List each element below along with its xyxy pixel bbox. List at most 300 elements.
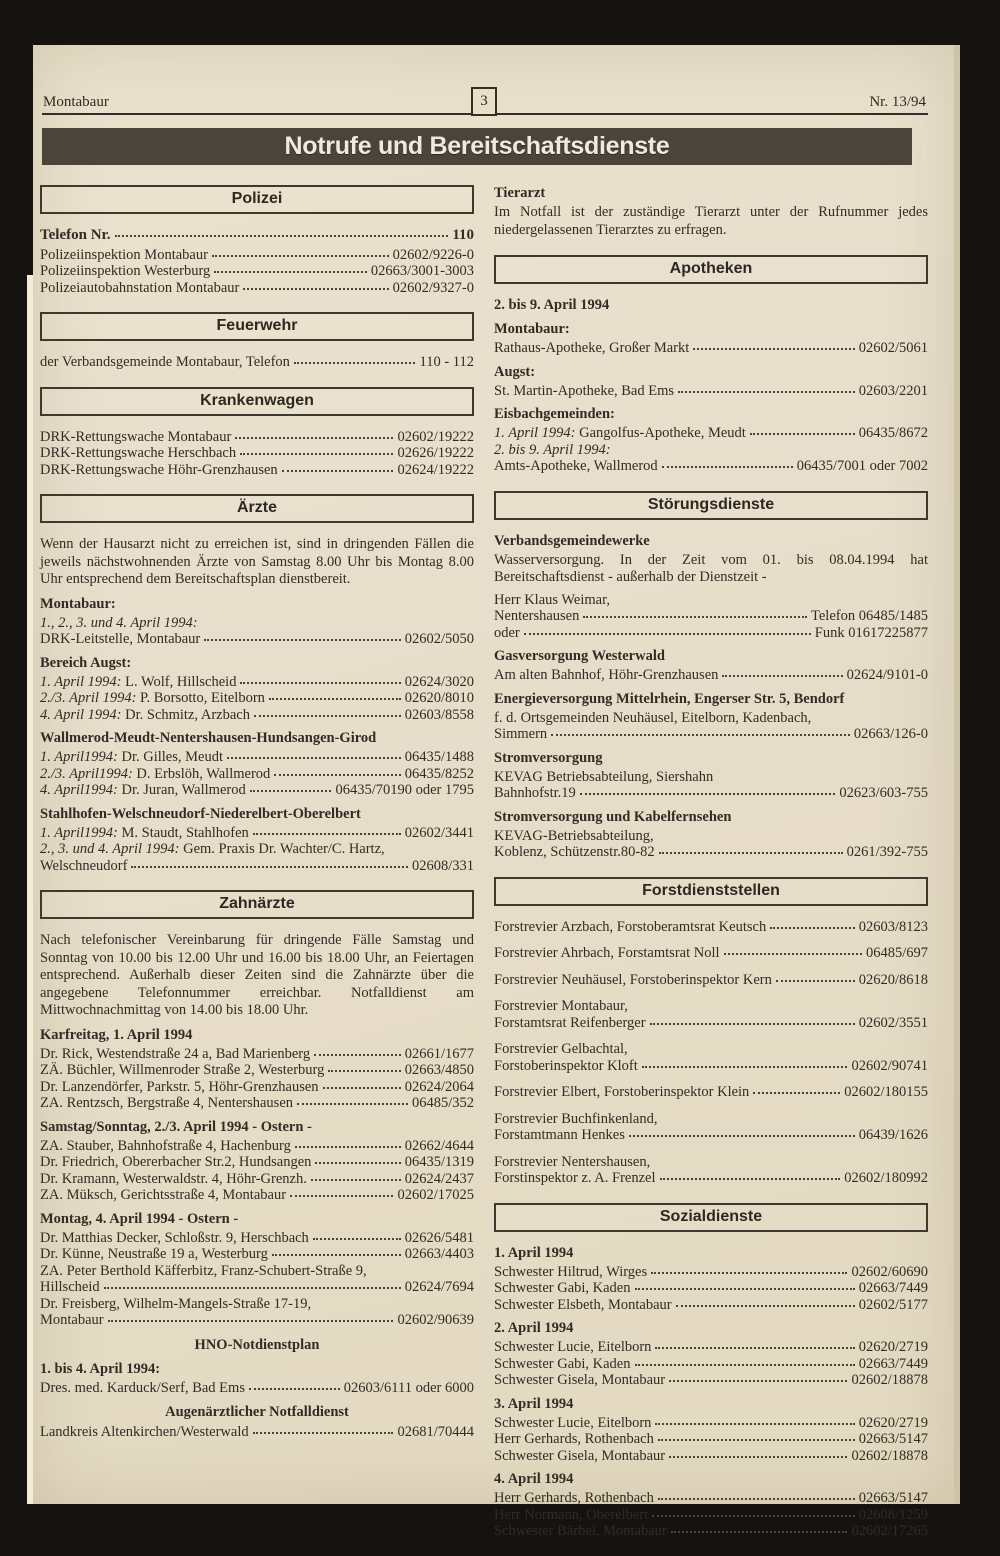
dotted-leader <box>249 1388 340 1390</box>
body-paragraph: Wasserversorgung. In der Zeit vom 01. bis 08.04.1994 hat Bereitschaftsdienst - außerhalb der Dienstzeit - <box>494 551 928 585</box>
dotted-leader <box>655 1347 854 1349</box>
entry-phone: 02602/17025 <box>397 1187 474 1203</box>
dotted-leader <box>314 1054 401 1056</box>
entry-phone: 02620/2719 <box>858 1414 928 1431</box>
entry-phone: 06435/1319 <box>404 1154 474 1170</box>
entry-label: Schwester Gabi, Kaden <box>494 1280 631 1296</box>
directory-entry <box>494 785 928 802</box>
dotted-leader <box>212 255 389 257</box>
directory-entry <box>40 1138 474 1155</box>
entry-phone: Telefon 06485/1485 <box>811 608 928 624</box>
date-prefix: 1. April1994: <box>40 824 118 841</box>
directory-entry <box>494 1507 928 1524</box>
body-line: 2., 3. und 4. April 1994: Gem. Praxis Dr. Wachter/C. Hartz, <box>40 841 385 857</box>
directory-entry <box>40 1424 474 1441</box>
directory-entry <box>494 1372 928 1389</box>
section-heading-polizei: Polizei <box>40 185 474 214</box>
entry-phone: 02662/4644 <box>404 1137 474 1154</box>
page-title: Notrufe und Bereitschaftsdienste <box>284 132 670 160</box>
entry-label: DRK-Rettungswache Herschbach <box>40 445 237 461</box>
subheading: Montabaur: <box>494 321 570 337</box>
directory-entry <box>494 625 928 642</box>
entry-phone: 110 <box>452 227 474 243</box>
entry-label: DRK-Rettungswache Höhr-Grenzhausen <box>40 461 278 478</box>
entry-phone: 02602/9226-0 <box>392 246 474 263</box>
entry-phone: 06435/8672 <box>858 425 928 441</box>
directory-entry <box>40 631 474 648</box>
directory-entry <box>494 972 928 989</box>
entry-label: 4. April1994: Dr. Juran, Wallmerod <box>40 782 246 798</box>
entry-label: ZA. Stauber, Bahnhofstraße 4, Hachenburg <box>40 1137 291 1154</box>
directory-entry <box>494 1015 928 1032</box>
body-paragraph: Wenn der Hausarzt nicht zu erreichen ist, sind in dringenden Fällen die jeweils nächstwohnenden Ärzte von Samstag 8.00 Uhr bis Montag 8.00 Uhr entsprechend dem Bereitschaftsplan dienstbereit. <box>40 536 474 587</box>
entry-label: Polizeiinspektion Westerburg <box>40 263 211 279</box>
entry-phone: 02620/2719 <box>858 1339 928 1355</box>
directory-entry <box>40 1312 474 1329</box>
date-prefix: 1., 2., 3. und 4. April 1994: <box>40 614 198 631</box>
entry-phone: 02663/5147 <box>858 1431 928 1447</box>
directory-entry <box>494 667 928 684</box>
entry-label: Amts-Apotheke, Wallmerod <box>494 458 658 474</box>
entry-label: DRK-Rettungswache Montabaur <box>40 428 232 445</box>
dotted-leader <box>235 437 393 439</box>
entry-phone: 02602/180155 <box>844 1084 928 1100</box>
entry-phone: 02602/18878 <box>851 1372 928 1388</box>
subheading: Samstag/Sonntag, 2./3. April 1994 - Ostern - <box>40 1118 312 1135</box>
section-polizei <box>40 185 474 296</box>
entry-phone: 02624/2064 <box>404 1078 474 1095</box>
dotted-leader <box>658 1498 855 1500</box>
centered-subheading: HNO-Notdienstplan <box>194 1336 320 1353</box>
subheading: Stromversorgung <box>494 749 603 766</box>
directory-entry <box>40 690 474 707</box>
dotted-leader <box>658 1439 855 1441</box>
dotted-leader <box>671 1531 848 1533</box>
dotted-leader <box>104 1287 401 1289</box>
subheading: 1. bis 4. April 1994: <box>40 1360 161 1377</box>
entry-phone: 0261/392-755 <box>846 844 928 860</box>
directory-entry <box>494 1415 928 1432</box>
directory-entry <box>40 462 474 479</box>
directory-entry <box>40 1079 474 1096</box>
body-line: Forstrevier Nentershausen, <box>494 1153 651 1170</box>
section-sozialdienste <box>494 1203 928 1540</box>
dotted-leader <box>243 288 388 290</box>
date-prefix: 1. April 1994: <box>494 425 576 441</box>
entry-label: Forstrevier Arzbach, Forstoberamtsrat Keutsch <box>494 918 767 935</box>
dotted-leader <box>635 1364 855 1366</box>
entry-phone: 02624/2437 <box>404 1170 474 1187</box>
entry-label: 1. April 1994: Gangolfus-Apotheke, Meudt <box>494 425 746 441</box>
entry-phone: 02602/90639 <box>397 1312 474 1328</box>
subheading: 3. April 1994 <box>494 1395 574 1412</box>
dotted-leader <box>551 734 850 736</box>
entry-label: 1. April 1994: L. Wolf, Hillscheid <box>40 673 237 690</box>
subheading: Stromversorgung und Kabelfernsehen <box>494 808 732 825</box>
subheading: Energieversorgung Mittelrhein, Engerser Str. 5, Bendorf <box>494 690 845 707</box>
entry-label: Koblenz, Schützenstr.80-82 <box>494 844 655 860</box>
directory-entry <box>40 749 474 766</box>
dotted-leader <box>227 757 401 759</box>
dotted-leader <box>642 1066 848 1068</box>
date-prefix: 4. April 1994: <box>40 706 122 723</box>
directory-entry <box>40 227 474 244</box>
entry-label: oder <box>494 624 520 641</box>
entry-label: Polizeiinspektion Montabaur <box>40 246 208 263</box>
section-heading-krankenwagen: Krankenwagen <box>40 387 474 416</box>
directory-entry <box>494 1170 928 1187</box>
directory-entry <box>40 1380 474 1397</box>
section-tierarzt <box>494 185 928 239</box>
entry-label: Schwester Bärbel, Montabaur <box>494 1523 667 1539</box>
dotted-leader <box>655 1423 854 1425</box>
entry-phone: 02603/8558 <box>404 706 474 723</box>
body-line: ZA. Peter Berthold Käfferbitz, Franz-Schubert-Straße 9, <box>40 1262 367 1279</box>
dotted-leader <box>724 953 862 955</box>
entry-label: ZA. Müksch, Gerichtsstraße 4, Montabaur <box>40 1187 287 1203</box>
dotted-leader <box>214 271 367 273</box>
entry-phone: 06435/70190 oder 1795 <box>335 782 474 798</box>
dotted-leader <box>753 1092 840 1094</box>
subheading: Stahlhofen-Welschneudorf-Niederelbert-Oberelbert <box>40 805 361 822</box>
section-forstdienststellen <box>494 877 928 1187</box>
page-title-banner <box>42 128 912 165</box>
section-heading-feuerwehr: Feuerwehr <box>40 312 474 341</box>
entry-phone: 02620/8618 <box>858 971 928 988</box>
entry-phone: 02602/90741 <box>851 1057 928 1074</box>
entry-phone: 02624/3020 <box>404 673 474 690</box>
directory-entry <box>494 1339 928 1356</box>
dotted-leader <box>253 1432 394 1434</box>
entry-phone: 02608/1259 <box>858 1506 928 1523</box>
entry-label: Schwester Gabi, Kaden <box>494 1355 631 1372</box>
directory-entry <box>494 1431 928 1448</box>
dotted-leader <box>115 235 449 237</box>
dotted-leader <box>650 1023 855 1025</box>
dotted-leader <box>676 1305 855 1307</box>
dotted-leader <box>269 698 401 700</box>
entry-label: Dr. Kramann, Westerwaldstr. 4, Höhr-Grenzh. <box>40 1170 307 1187</box>
entry-label: Simmern <box>494 726 548 742</box>
directory-entry <box>40 445 474 462</box>
directory-entry <box>494 1084 928 1101</box>
centered-subheading: Augenärztlicher Notfalldienst <box>165 1404 349 1420</box>
directory-entry <box>40 825 474 842</box>
date-prefix: 1. April1994: <box>40 749 118 765</box>
entry-phone: 02602/5061 <box>858 340 928 356</box>
dotted-leader <box>669 1380 847 1382</box>
dotted-leader <box>651 1272 847 1274</box>
dotted-leader <box>315 1162 400 1164</box>
entry-label: Forstrevier Ahrbach, Forstamtsrat Noll <box>494 945 720 961</box>
directory-entry <box>494 1448 928 1465</box>
entry-phone: 02623/603-755 <box>839 785 928 801</box>
entry-phone: 02626/5481 <box>404 1229 474 1246</box>
subheading: Verbandsgemeindewerke <box>494 532 650 549</box>
entry-label: Forstoberinspektor Kloft <box>494 1057 638 1074</box>
entry-label: Herr Gerhards, Rothenbach <box>494 1431 654 1447</box>
entry-label: St. Martin-Apotheke, Bad Ems <box>494 382 675 399</box>
entry-label: ZÄ. Büchler, Willmenroder Straße 2, Westerburg <box>40 1062 325 1078</box>
entry-phone: 02602/3441 <box>404 824 474 841</box>
entry-phone: 02626/19222 <box>397 445 474 461</box>
entry-label: Herr Gerhards, Rothenbach <box>494 1490 654 1506</box>
section-zahnaerzte <box>40 890 474 1441</box>
directory-entry <box>40 429 474 446</box>
directory-entry <box>494 1490 928 1507</box>
dotted-leader <box>669 1456 847 1458</box>
body-line: Forstrevier Buchfinkenland, <box>494 1110 658 1127</box>
entry-phone: 02603/2201 <box>858 382 928 399</box>
body-line: Herr Klaus Weimar, <box>494 591 610 608</box>
entry-phone: 02602/19222 <box>397 428 474 445</box>
section-heading-forstdienststellen: Forstdienststellen <box>494 877 928 906</box>
dotted-leader <box>635 1288 855 1290</box>
header-place: Montabaur <box>43 94 109 110</box>
entry-phone: 02603/6111 oder 6000 <box>343 1379 474 1396</box>
entry-phone: 02661/1677 <box>404 1045 474 1062</box>
directory-entry <box>40 1279 474 1296</box>
body-line <box>494 442 928 459</box>
entry-phone: 02681/70444 <box>397 1424 474 1440</box>
directory-entry <box>40 1171 474 1188</box>
entry-phone: 02602/3551 <box>858 1014 928 1031</box>
entry-phone: 02602/60690 <box>851 1263 928 1280</box>
dotted-leader <box>274 774 400 776</box>
entry-phone: 02663/7449 <box>858 1355 928 1372</box>
entry-label: Schwester Lucie, Eitelborn <box>494 1339 652 1355</box>
entry-label: 2./3. April 1994: P. Borsotto, Eitelborn <box>40 690 265 706</box>
entry-phone: 02620/8010 <box>404 690 474 706</box>
entry-label: 2./3. April1994: D. Erbslöh, Wallmerod <box>40 765 271 782</box>
entry-label: Dr. Künne, Neustraße 19 a, Westerburg <box>40 1246 268 1262</box>
entry-label: Montabaur <box>40 1312 104 1328</box>
directory-entry <box>494 1280 928 1297</box>
entry-label: Rathaus-Apotheke, Großer Markt <box>494 340 690 356</box>
subheading: Montag, 4. April 1994 - Ostern - <box>40 1210 239 1227</box>
body-line: f. d. Ortsgemeinden Neuhäusel, Eitelborn, Kadenbach, <box>494 709 812 726</box>
body-line: Forstrevier Montabaur, <box>494 998 628 1014</box>
entry-label: Polizeiautobahnstation Montabaur <box>40 279 240 296</box>
entry-label: 1. April1994: Dr. Gilles, Meudt <box>40 749 223 765</box>
date-prefix: 2./3. April 1994: <box>40 690 137 706</box>
directory-entry <box>40 1095 474 1112</box>
date-prefix: 4. April1994: <box>40 782 118 798</box>
section-aerzte <box>40 494 474 874</box>
left-column <box>40 185 474 1556</box>
entry-label: Schwester Lucie, Eitelborn <box>494 1414 652 1431</box>
entry-phone: 02663/4850 <box>404 1062 474 1078</box>
dotted-leader <box>240 682 400 684</box>
page-number-box: 3 <box>471 87 497 116</box>
directory-entry <box>40 1230 474 1247</box>
entry-label: Forstrevier Neuhäusel, Forstoberinspektor Kern <box>494 971 772 988</box>
body-line: KEVAG-Betriebsabteilung, <box>494 827 654 844</box>
entry-phone: 02624/7694 <box>404 1279 474 1295</box>
dotted-leader <box>678 391 855 393</box>
directory-entry <box>40 707 474 724</box>
entry-phone: 02663/4403 <box>404 1246 474 1262</box>
entry-label: Dres. med. Karduck/Serf, Bad Ems <box>40 1379 245 1396</box>
directory-entry <box>40 247 474 264</box>
dotted-leader <box>524 633 811 635</box>
entry-label: Am alten Bahnhof, Höhr-Grenzhausen <box>494 667 719 683</box>
dotted-leader <box>240 453 393 455</box>
entry-phone: 110 - 112 <box>419 354 474 370</box>
page-paper <box>33 45 954 1539</box>
subheading: Gasversorgung Westerwald <box>494 648 665 664</box>
entry-phone: 02602/180992 <box>844 1170 928 1186</box>
entry-label: Dr. Matthias Decker, Schloßstr. 9, Herschbach <box>40 1229 309 1246</box>
directory-entry <box>494 844 928 861</box>
directory-entry <box>494 1127 928 1144</box>
subheading: 1. April 1994 <box>494 1244 574 1261</box>
entry-phone: 06439/1626 <box>858 1127 928 1143</box>
entry-label: Herr Normann, Oberelbert <box>494 1506 649 1523</box>
dotted-leader <box>660 1178 841 1180</box>
body-line: KEVAG Betriebsabteilung, Siershahn <box>494 768 714 785</box>
dotted-leader <box>662 466 793 468</box>
entry-phone: 02603/8123 <box>858 918 928 935</box>
entry-phone: 02608/331 <box>411 857 474 874</box>
directory-entry <box>40 1154 474 1171</box>
section-stoerungsdienste <box>494 491 928 861</box>
section-heading-sozialdienste: Sozialdienste <box>494 1203 928 1232</box>
entry-label: Hillscheid <box>40 1279 100 1295</box>
dotted-leader <box>297 1103 408 1105</box>
body-line: Forstrevier Gelbachtal, <box>494 1041 628 1057</box>
subheading: Bereich Augst: <box>40 654 132 671</box>
entry-phone: 02602/9327-0 <box>392 279 474 296</box>
entry-phone: 02663/126-0 <box>853 726 928 742</box>
section-apotheken <box>494 255 928 475</box>
directory-entry <box>494 608 928 625</box>
dotted-leader <box>722 675 842 677</box>
directory-entry <box>40 1187 474 1204</box>
dotted-leader <box>583 616 807 618</box>
entry-phone: 06485/697 <box>865 945 928 961</box>
dotted-leader <box>693 348 854 350</box>
dotted-leader <box>328 1070 400 1072</box>
body-line: Dr. Freisberg, Wilhelm-Mangels-Straße 17-19, <box>40 1295 312 1312</box>
directory-entry <box>494 1297 928 1314</box>
dotted-leader <box>204 639 400 641</box>
directory-entry <box>494 1523 928 1540</box>
directory-entry <box>494 340 928 357</box>
directory-entry <box>494 1264 928 1281</box>
dotted-leader <box>272 1254 401 1256</box>
subheading: Wallmerod-Meudt-Nentershausen-Hundsangen-Girod <box>40 730 377 746</box>
dotted-leader <box>776 980 855 982</box>
page-header <box>40 85 928 113</box>
dotted-leader <box>290 1195 393 1197</box>
entry-label: Forstamtmann Henkes <box>494 1127 625 1143</box>
dotted-leader <box>295 1146 401 1148</box>
entry-phone: 06485/352 <box>411 1095 474 1111</box>
entry-phone: 02602/18878 <box>851 1447 928 1464</box>
directory-entry <box>40 280 474 297</box>
dotted-leader <box>659 852 843 854</box>
entry-label: Forstrevier Elbert, Forstoberinspektor Klein <box>494 1084 750 1100</box>
directory-entry <box>494 1058 928 1075</box>
entry-phone: 02663/3001-3003 <box>370 263 474 279</box>
entry-label: Landkreis Altenkirchen/Westerwald <box>40 1424 249 1440</box>
dotted-leader <box>311 1179 401 1181</box>
body-paragraph: Im Notfall ist der zuständige Tierarzt unter der Rufnummer jedes niedergelassenen Tierarztes zu erfragen. <box>494 204 928 238</box>
directory-entry <box>40 263 474 280</box>
section-heading-aerzte: Ärzte <box>40 494 474 523</box>
entry-label: Telefon Nr. <box>40 227 111 243</box>
entry-phone: 02624/19222 <box>397 461 474 478</box>
date-prefix: 1. April 1994: <box>40 673 122 690</box>
entry-label: ZA. Rentzsch, Bergstraße 4, Nentershausen <box>40 1095 294 1111</box>
section-heading-zahnaerzte: Zahnärzte <box>40 890 474 919</box>
entry-phone: 06435/1488 <box>404 749 474 765</box>
entry-label: Schwester Gisela, Montabaur <box>494 1447 666 1464</box>
entry-label: DRK-Leitstelle, Montabaur <box>40 631 201 647</box>
section-feuerwehr <box>40 312 474 371</box>
entry-label: Dr. Lanzendörfer, Parkstr. 5, Höhr-Grenzhausen <box>40 1078 319 1095</box>
directory-entry <box>40 782 474 799</box>
entry-label: Schwester Gisela, Montabaur <box>494 1372 666 1388</box>
directory-entry <box>494 458 928 475</box>
subheading: Montabaur: <box>40 595 116 612</box>
header-issue-number: Nr. 13/94 <box>869 94 926 110</box>
entry-label: Schwester Elsbeth, Montabaur <box>494 1296 672 1313</box>
entry-phone: 02663/5147 <box>858 1490 928 1506</box>
dotted-leader <box>108 1320 394 1322</box>
directory-entry <box>40 766 474 783</box>
content-columns <box>40 185 928 1556</box>
entry-label: Dr. Rick, Westendstraße 24 a, Bad Marienberg <box>40 1045 311 1062</box>
date-prefix: 2. bis 9. April 1994: <box>494 441 611 458</box>
dotted-leader <box>770 927 855 929</box>
directory-entry <box>494 726 928 743</box>
body-line <box>40 615 474 632</box>
section-krankenwagen <box>40 387 474 479</box>
dotted-leader <box>580 793 836 795</box>
directory-entry <box>494 425 928 442</box>
entry-label: Bahnhofstr.19 <box>494 785 576 801</box>
directory-entry <box>40 354 474 371</box>
entry-phone: Funk 01617225877 <box>814 624 928 641</box>
entry-label: Dr. Friedrich, Obererbacher Str.2, Hundsangen <box>40 1154 312 1170</box>
right-column <box>494 185 928 1556</box>
entry-phone: 02602/17265 <box>851 1523 928 1539</box>
subheading: Eisbachgemeinden: <box>494 406 615 422</box>
entry-label: Forstamtsrat Reifenberger <box>494 1014 646 1031</box>
directory-entry <box>40 674 474 691</box>
entry-phone: 06435/8252 <box>404 765 474 782</box>
entry-phone: 02602/5050 <box>404 631 474 647</box>
entry-label: 1. April1994: M. Staudt, Stahlhofen <box>40 824 249 841</box>
directory-entry <box>494 1356 928 1373</box>
subheading: Tierarzt <box>494 185 546 201</box>
subheading: 2. April 1994 <box>494 1320 574 1336</box>
subheading: Augst: <box>494 363 536 380</box>
dotted-leader <box>254 715 401 717</box>
directory-entry <box>40 1246 474 1263</box>
directory-entry <box>494 945 928 962</box>
dotted-leader <box>629 1135 855 1137</box>
dotted-leader <box>131 866 408 868</box>
date-prefix: 2./3. April1994: <box>40 765 133 782</box>
entry-label: der Verbandsgemeinde Montabaur, Telefon <box>40 354 290 370</box>
dotted-leader <box>750 433 855 435</box>
section-heading-apotheken: Apotheken <box>494 255 928 284</box>
directory-entry <box>40 1046 474 1063</box>
entry-label: Schwester Hiltrud, Wirges <box>494 1263 648 1280</box>
